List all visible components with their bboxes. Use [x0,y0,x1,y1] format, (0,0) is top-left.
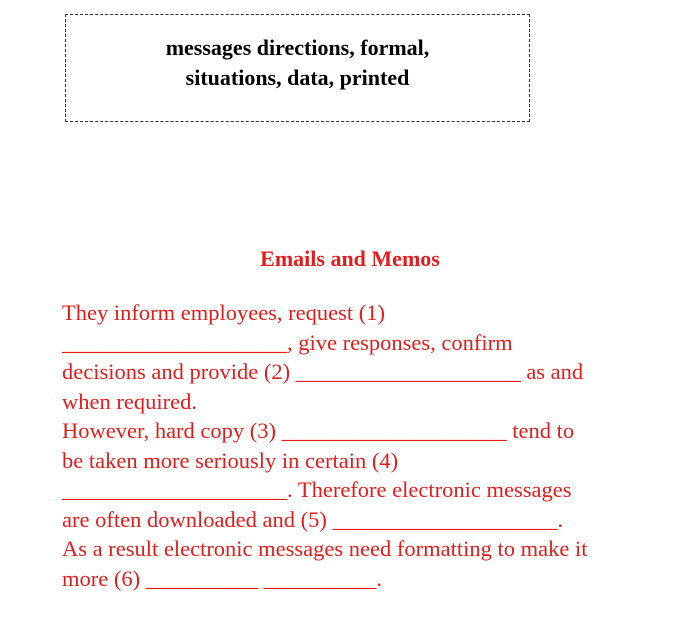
word-bank-text [166,33,430,93]
passage-line-9: As a result electronic messages need formatting to make it [62,536,588,561]
passage-line-8: are often downloaded and (5) ____________________. [62,506,564,532]
passage-line-4: when required. [62,388,197,414]
passage-line-2: ____________________, give responses, confirm [62,329,513,355]
passage-line-1: They inform employees, request (1) [62,300,386,325]
passage-line-10: more (6) __________ __________. [62,565,382,591]
passage-line-6: be taken more seriously in certain (4) [62,447,399,473]
section-title: Emails and Memos [260,246,440,271]
passage-line-7: ____________________. Therefore electronic messages [62,477,572,502]
word-bank-line-1: messages directions, formal, [165,35,430,60]
word-bank-box [65,14,530,122]
passage-line-5: However, hard copy (3) ____________________ tend to [62,418,575,443]
word-bank-line-2: situations, data, printed [185,65,410,90]
fill-in-passage [62,298,692,593]
passage-line-3: decisions and provide (2) ____________________ as and [62,359,584,384]
